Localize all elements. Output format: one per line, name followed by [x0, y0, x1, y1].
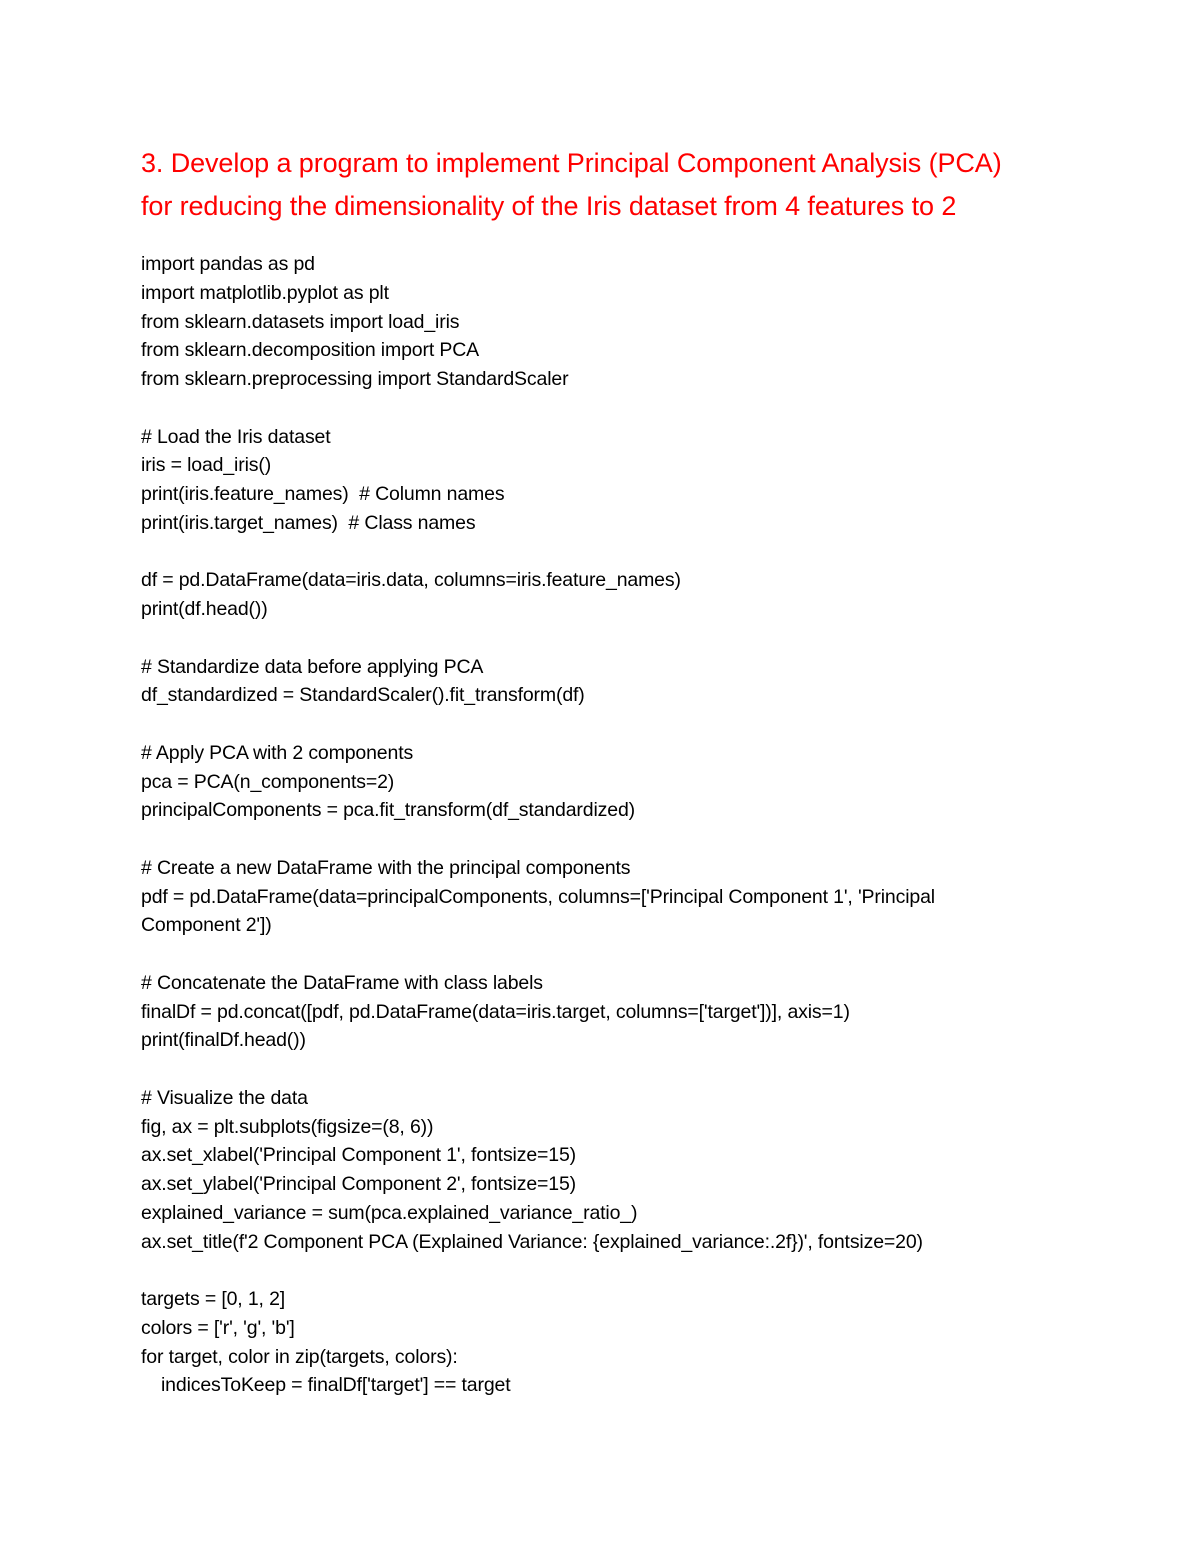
heading-line-2: for reducing the dimensionality of the Iris dataset from 4 features to 2: [141, 191, 957, 221]
code-line: from sklearn.decomposition import PCA: [141, 339, 479, 362]
code-line: df = pd.DataFrame(data=iris.data, columns=iris.feature_names): [141, 569, 681, 592]
code-line: import pandas as pd: [141, 253, 315, 275]
blank-line: [141, 825, 1101, 854]
code-line: Component 2']): [141, 914, 272, 937]
blank-line: [141, 1055, 1101, 1084]
code-line: finalDf = pd.concat([pdf, pd.DataFrame(data=iris.target, columns=['target'])], axis=1): [141, 1000, 850, 1023]
code-line: pca = PCA(n_components=2): [141, 770, 395, 793]
code-line: print(df.head()): [141, 598, 268, 620]
code-listing: [141, 250, 1101, 1400]
code-line-indented: indicesToKeep = finalDf['target'] == target: [161, 1374, 511, 1397]
code-line: ax.set_xlabel('Principal Component 1', fontsize=15): [141, 1144, 576, 1167]
code-line: explained_variance = sum(pca.explained_variance_ratio_): [141, 1201, 638, 1224]
heading-line-1: 3. Develop a program to implement Principal Component Analysis (PCA): [141, 148, 1002, 178]
code-line: from sklearn.preprocessing import StandardScaler: [141, 368, 569, 390]
code-comment: # Load the Iris dataset: [141, 425, 331, 448]
blank-line: [141, 538, 1101, 567]
code-line: from sklearn.datasets import load_iris: [141, 310, 460, 333]
code-line: iris = load_iris(): [141, 454, 272, 477]
code-comment: # Visualize the data: [141, 1086, 308, 1109]
code-line: ax.set_title(f'2 Component PCA (Explained Variance: {explained_variance:.2f})', fontsize=20): [141, 1230, 923, 1253]
blank-line: [141, 710, 1101, 739]
code-line: pdf = pd.DataFrame(data=principalComponents, columns=['Principal Component 1', 'Principal: [141, 885, 935, 908]
code-line: colors = ['r', 'g', 'b']: [141, 1316, 295, 1339]
code-line: import matplotlib.pyplot as plt: [141, 281, 389, 304]
blank-line: [141, 394, 1101, 423]
code-comment: # Standardize data before applying PCA: [141, 655, 484, 678]
blank-line: [141, 624, 1101, 653]
code-line: targets = [0, 1, 2]: [141, 1288, 286, 1310]
code-line: df_standardized = StandardScaler().fit_transform(df): [141, 684, 585, 707]
code-comment: # Create a new DataFrame with the principal components: [141, 856, 631, 879]
code-line: principalComponents = pca.fit_transform(df_standardized): [141, 799, 635, 822]
code-line: print(iris.target_names) # Class names: [141, 511, 476, 534]
code-line: for target, color in zip(targets, colors):: [141, 1345, 458, 1368]
question-heading: [141, 142, 1141, 228]
code-line: print(finalDf.head()): [141, 1029, 306, 1052]
code-line: fig, ax = plt.subplots(figsize=(8, 6)): [141, 1115, 434, 1138]
code-line: print(iris.feature_names) # Column names: [141, 483, 505, 505]
code-line: ax.set_ylabel('Principal Component 2', fontsize=15): [141, 1173, 576, 1195]
blank-line: [141, 1256, 1101, 1285]
code-comment: # Concatenate the DataFrame with class labels: [141, 971, 543, 994]
code-comment: # Apply PCA with 2 components: [141, 741, 414, 764]
blank-line: [141, 940, 1101, 969]
